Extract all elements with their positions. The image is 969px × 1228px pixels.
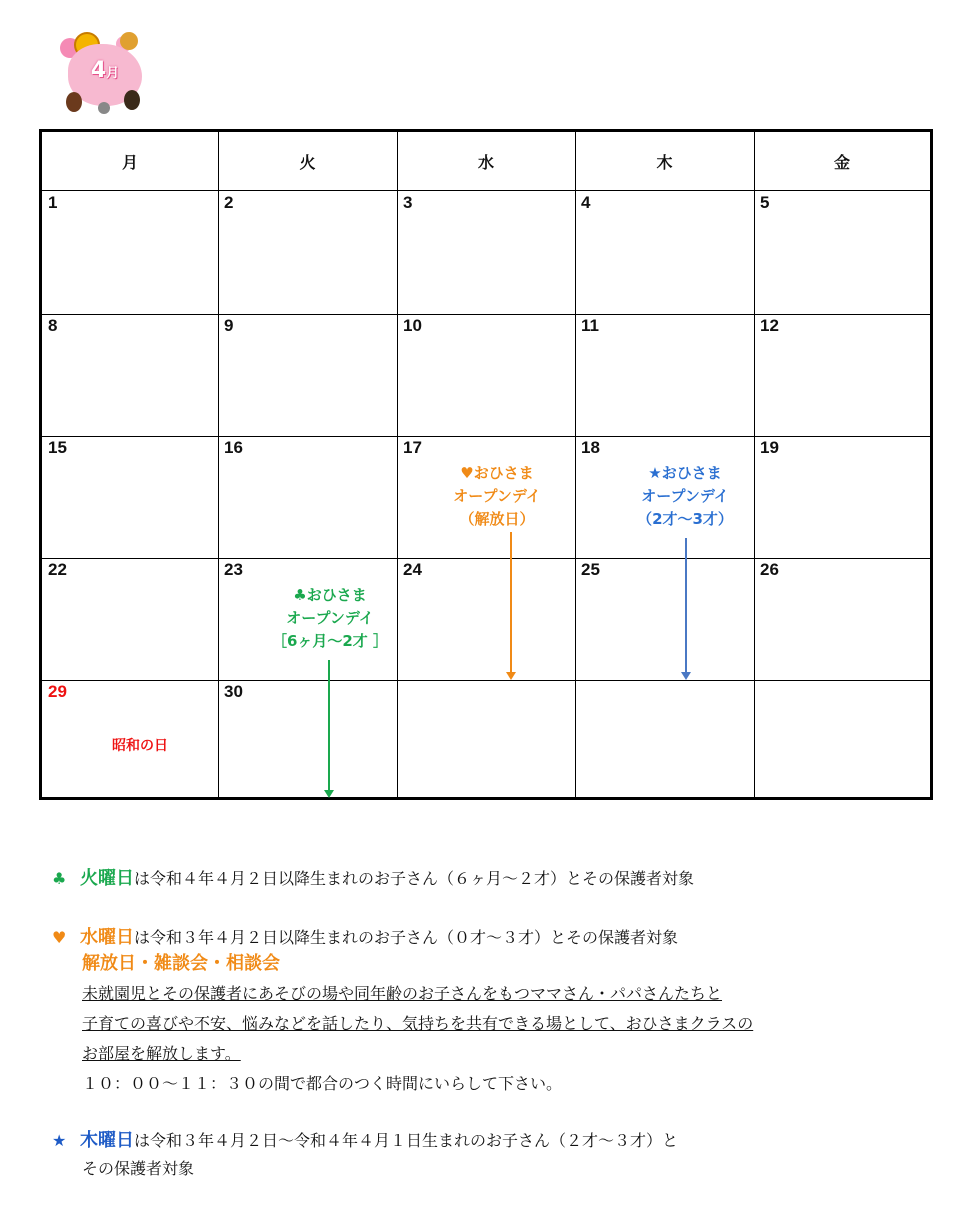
day-cell[interactable]	[575, 314, 754, 436]
day-number: 17	[403, 438, 422, 457]
day-number: 11	[581, 316, 599, 335]
day-number: 9	[224, 316, 234, 335]
note-text: は令和４年４月２日以降生まれのお子さん（６ヶ月～２才）とその保護者対象	[134, 869, 695, 888]
day-number: 15	[48, 438, 67, 457]
event-line: オープンデイ	[286, 609, 374, 627]
day-cell[interactable]	[42, 558, 218, 680]
arrow-down-icon	[510, 532, 512, 678]
weekday-header-mon: 月	[42, 132, 218, 191]
event-line: （解放日）	[459, 510, 535, 528]
day-number: 8	[48, 316, 58, 335]
day-number: 25	[581, 560, 600, 579]
day-number: 12	[760, 316, 779, 335]
day-number: 10	[403, 316, 422, 335]
event-line: オープンデイ	[641, 487, 729, 505]
event-line: ♥おひさま	[460, 464, 534, 482]
day-cell[interactable]	[218, 191, 397, 314]
day-cell[interactable]	[575, 558, 754, 680]
event-line: ［6ヶ月～2才 ］	[271, 632, 389, 650]
day-number: 22	[48, 560, 67, 579]
event-line: ♣おひさま	[293, 586, 367, 604]
day-cell[interactable]	[754, 314, 930, 436]
note-thursday-line: その保護者対象	[82, 1159, 195, 1178]
day-cell-holiday[interactable]	[42, 680, 218, 797]
day-cell[interactable]	[42, 314, 218, 436]
note-wednesday	[52, 925, 678, 951]
day-cell[interactable]	[397, 191, 575, 314]
event-tuesday-openday[interactable]	[250, 584, 410, 653]
note-day-label: 木曜日	[80, 1130, 134, 1151]
event-line: オープンデイ	[453, 487, 541, 505]
arrow-down-icon	[328, 660, 330, 796]
weekday-header-thu: 木	[575, 132, 754, 191]
note-text: は令和３年４月２日以降生まれのお子さん（０才～３才）とその保護者対象	[134, 928, 679, 947]
day-number: 2	[224, 193, 234, 212]
day-number: 23	[224, 560, 243, 579]
note-tuesday	[52, 866, 694, 892]
day-cell-empty	[575, 680, 754, 797]
note-wednesday-title: 解放日・雑談会・相談会	[82, 953, 280, 974]
star-icon: ★	[52, 1131, 67, 1150]
day-number: 26	[760, 560, 779, 579]
bear-character-icon	[120, 32, 138, 50]
note-wednesday-time: １０：００～１１：３０の間で都合のつく時間にいらして下さい。	[82, 1074, 563, 1093]
arrow-down-icon	[685, 538, 687, 678]
day-cell[interactable]	[42, 191, 218, 314]
day-number: 3	[403, 193, 413, 212]
day-cell[interactable]	[575, 191, 754, 314]
day-number: 30	[224, 682, 243, 701]
day-cell-empty	[754, 680, 930, 797]
event-line: ★おひさま	[648, 464, 722, 482]
day-cell[interactable]	[397, 314, 575, 436]
day-cell[interactable]	[218, 680, 397, 797]
note-wednesday-line: 子育ての喜びや不安、悩みなどを話したり、気持ちを共有できる場として、おひさまクラスの	[82, 1014, 754, 1033]
note-day-label: 火曜日	[80, 868, 134, 889]
month-badge	[60, 32, 148, 120]
badge-month: 4月	[90, 58, 120, 83]
day-cell[interactable]	[42, 436, 218, 558]
day-cell[interactable]	[754, 436, 930, 558]
day-cell[interactable]	[754, 191, 930, 314]
event-wednesday-openday[interactable]	[432, 462, 562, 531]
event-thursday-openday[interactable]	[620, 462, 750, 531]
day-number: 5	[760, 193, 770, 212]
note-text: は令和３年４月２日～令和４年４月１日生まれのお子さん（２才～３才）と	[134, 1131, 679, 1150]
rattle-icon	[98, 102, 110, 114]
note-wednesday-line: 未就園児とその保護者にあそびの場や同年齢のお子さんをもつママさん・パパさんたちと	[82, 984, 723, 1003]
weekday-header-tue: 火	[218, 132, 397, 191]
weekday-header-fri: 金	[754, 132, 930, 191]
day-number: 18	[581, 438, 600, 457]
note-wednesday-line: お部屋を解放します。	[82, 1044, 241, 1063]
day-cell-empty	[397, 680, 575, 797]
child-character-icon	[124, 90, 140, 110]
child-character-icon	[66, 92, 82, 112]
calendar-grid	[39, 129, 933, 800]
day-number: 19	[760, 438, 779, 457]
day-cell[interactable]	[218, 314, 397, 436]
day-cell[interactable]	[754, 558, 930, 680]
day-number: 16	[224, 438, 243, 457]
weekday-header-wed: 水	[397, 132, 575, 191]
day-number: 1	[48, 193, 58, 212]
event-line: （2才～3才）	[637, 510, 733, 528]
day-number: 4	[581, 193, 591, 212]
clover-icon: ♣	[52, 869, 67, 888]
day-cell[interactable]	[218, 436, 397, 558]
note-thursday	[52, 1128, 678, 1154]
heart-icon: ♥	[52, 928, 67, 947]
note-day-label: 水曜日	[80, 927, 134, 948]
day-cell[interactable]	[397, 558, 575, 680]
day-number: 29	[48, 682, 67, 701]
holiday-label: 昭和の日	[112, 738, 168, 754]
day-number: 24	[403, 560, 422, 579]
